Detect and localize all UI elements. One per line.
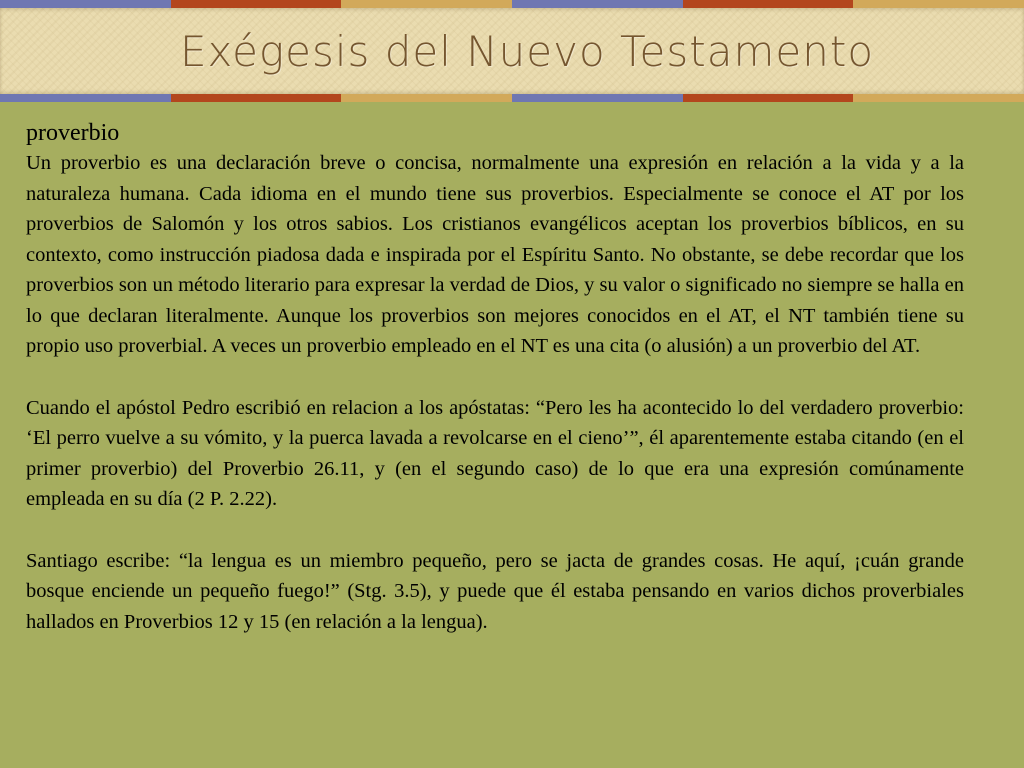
stripe-segment xyxy=(853,0,1024,8)
stripe-segment xyxy=(683,0,854,8)
slide-body xyxy=(26,118,964,637)
bottom-color-stripe xyxy=(0,94,1024,102)
stripe-segment xyxy=(341,94,512,102)
top-color-stripe xyxy=(0,0,1024,8)
stripe-segment xyxy=(341,0,512,8)
stripe-segment xyxy=(171,0,342,8)
paragraph-spacer xyxy=(26,362,964,393)
paragraph-pedro: Cuando el apóstol Pedro escribió en relacion a los apóstatas: “Pero les ha acontecido lo del verdadero proverbio: ‘El perro vuelve a su vómito, y la puerca lavada a revolcarse en el cieno’”, él aparentemente estaba citando (en el primer proverbio) del Proverbio 26.11, y (en el segundo caso) de lo que era una expresión comúnamente empleada en su día (2 P. 2.22). xyxy=(26,396,964,510)
paragraph-santiago: Santiago escribe: “la lengua es un miembro pequeño, pero se jacta de grandes cosas. He aquí, ¡cuán grande bosque enciende un pequeño fuego!” (Stg. 3.5), y puede que él estaba pensando en varios dichos proverbiales hallados en Proverbios 12 y 15 (en relación a la lengua). xyxy=(26,549,964,633)
stripe-segment xyxy=(853,94,1024,102)
stripe-segment xyxy=(512,0,683,8)
paragraph-definition: Un proverbio es una declaración breve o concisa, normalmente una expresión en relación a la vida y a la naturaleza humana. Cada idioma en el mundo tiene sus proverbios. Especialmente se conoce el AT por los proverbios de Salomón y los otros sabios. Los cristianos evangélicos aceptan los proverbios bíblicos, en su contexto, como instrucción piadosa dada e inspirada por el Espíritu Santo. No obstante, se debe recordar que los proverbios son un método literario para expresar la verdad de Dios, y su valor o significado no siempre se halla en lo que declaran literalmente. Aunque los proverbios son mejores conocidos en el AT, el NT también tiene su propio uso proverbial. A veces un proverbio empleado en el NT es una cita (o alusión) a un proverbio del AT. xyxy=(26,152,964,357)
title-container xyxy=(0,8,1024,94)
stripe-segment xyxy=(171,94,342,102)
section-heading: proverbio xyxy=(26,120,120,146)
stripe-segment xyxy=(683,94,854,102)
stripe-segment xyxy=(0,94,171,102)
paragraph-spacer xyxy=(26,515,964,546)
stripe-segment xyxy=(512,94,683,102)
stripe-segment xyxy=(0,0,171,8)
slide-title: Exégesis del Nuevo Testamento xyxy=(179,26,875,76)
